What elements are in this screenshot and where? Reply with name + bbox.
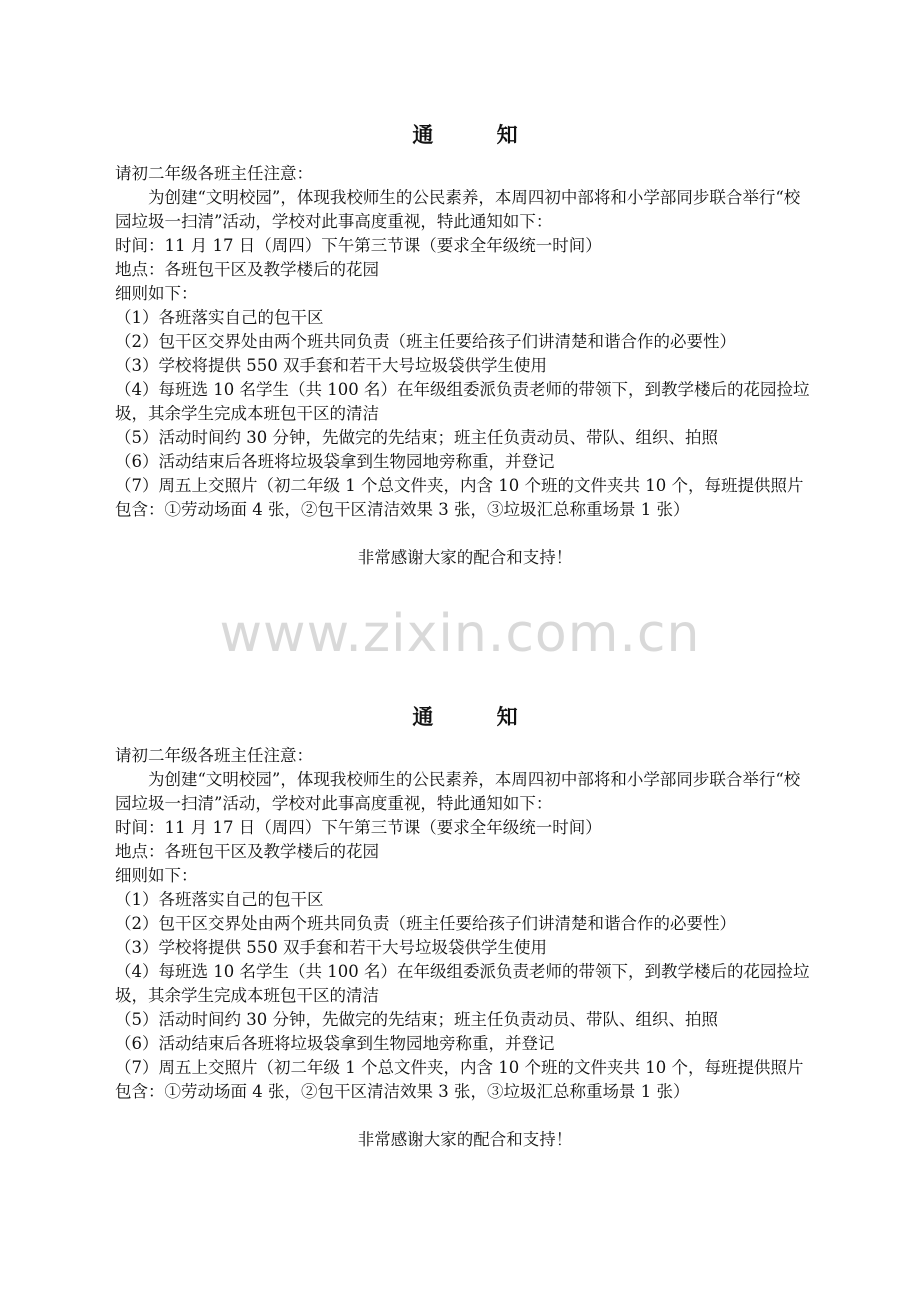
rule-item: （4）每班选 10 名学生（共 100 名）在年级组委派负责老师的带领下，到教学楼后的花园捡垃圾，其余学生完成本班包干区的清洁	[115, 380, 810, 423]
event-place: 地点：各班包干区及教学楼后的花园	[115, 260, 379, 279]
event-time: 时间：11 月 17 日（周四）下午第三节课（要求全年级统一时间）	[115, 818, 602, 837]
notice-title: 通 知	[412, 122, 546, 147]
notice-section-1	[115, 118, 815, 570]
intro-paragraph: 为创建“文明校园”，体现我校师生的公民素养，本周四初中部将和小学部同步联合举行“校园垃圾一扫清”活动，学校对此事高度重视，特此通知如下：	[115, 188, 801, 231]
rule-item: （1）各班落实自己的包干区	[115, 890, 324, 909]
rules-heading: 细则如下：	[115, 866, 198, 885]
thanks-line: 非常感谢大家的配合和支持！	[357, 1130, 573, 1149]
rule-item: （2）包干区交界处由两个班共同负责（班主任要给孩子们讲清楚和谐合作的必要性）	[115, 914, 736, 933]
rule-item: （7）周五上交照片（初二年级 1 个总文件夹，内含 10 个班的文件夹共 10 个，每班提供照片包含：①劳动场面 4 张，②包干区清洁效果 3 张，③垃圾汇总称重场景 1 张）	[115, 1058, 804, 1101]
rule-item: （3）学校将提供 550 双手套和若干大号垃圾袋供学生使用	[115, 356, 547, 375]
rule-item: （3）学校将提供 550 双手套和若干大号垃圾袋供学生使用	[115, 938, 547, 957]
rule-item: （5）活动时间约 30 分钟，先做完的先结束；班主任负责动员、带队、组织、拍照	[115, 428, 718, 447]
thanks-line: 非常感谢大家的配合和支持！	[357, 548, 573, 567]
rule-item: （4）每班选 10 名学生（共 100 名）在年级组委派负责老师的带领下，到教学楼后的花园捡垃圾，其余学生完成本班包干区的清洁	[115, 962, 810, 1005]
rule-item: （6）活动结束后各班将垃圾袋拿到生物园地旁称重，并登记	[115, 452, 555, 471]
notice-title: 通 知	[412, 704, 546, 729]
event-place: 地点：各班包干区及教学楼后的花园	[115, 842, 379, 861]
intro-paragraph: 为创建“文明校园”，体现我校师生的公民素养，本周四初中部将和小学部同步联合举行“校园垃圾一扫清”活动，学校对此事高度重视，特此通知如下：	[115, 770, 801, 813]
rules-heading: 细则如下：	[115, 284, 198, 303]
rule-item: （1）各班落实自己的包干区	[115, 308, 324, 327]
rule-item: （7）周五上交照片（初二年级 1 个总文件夹，内含 10 个班的文件夹共 10 个，每班提供照片包含：①劳动场面 4 张，②包干区清洁效果 3 张，③垃圾汇总称重场景 1 张）	[115, 476, 804, 519]
salutation: 请初二年级各班主任注意：	[115, 164, 313, 183]
watermark: www.zixin.com.cn	[219, 604, 701, 664]
rule-item: （5）活动时间约 30 分钟，先做完的先结束；班主任负责动员、带队、组织、拍照	[115, 1010, 718, 1029]
notice-section-2	[115, 700, 815, 1152]
rule-item: （6）活动结束后各班将垃圾袋拿到生物园地旁称重，并登记	[115, 1034, 555, 1053]
event-time: 时间：11 月 17 日（周四）下午第三节课（要求全年级统一时间）	[115, 236, 602, 255]
rule-item: （2）包干区交界处由两个班共同负责（班主任要给孩子们讲清楚和谐合作的必要性）	[115, 332, 736, 351]
salutation: 请初二年级各班主任注意：	[115, 746, 313, 765]
